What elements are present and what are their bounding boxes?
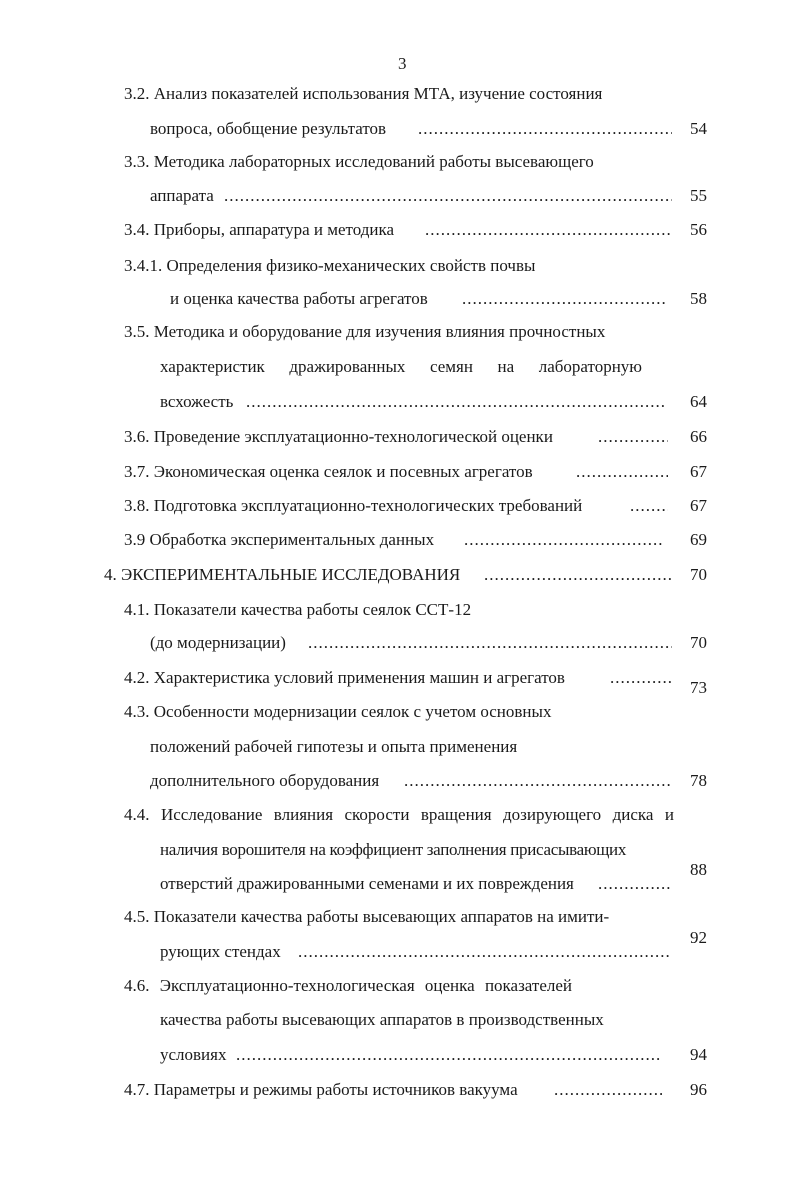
toc-entry-title-cont: рующих стендах [160, 942, 281, 961]
toc-entry-title-cont: (до модернизации) [150, 633, 286, 652]
dot-leader [576, 462, 668, 482]
toc-page-number: 96 [690, 1080, 707, 1099]
toc-entry-title: 3.5. Методика и оборудование для изучения влияния прочностных [124, 322, 606, 341]
toc-page-number: 70 [690, 565, 707, 584]
dot-leader [224, 186, 672, 206]
toc-page-number: 88 [690, 860, 707, 879]
dot-leader [308, 633, 672, 653]
toc-page-number: 55 [690, 186, 707, 205]
toc-entry-title-cont: характеристик дражированных семян на лабораторную [160, 357, 642, 376]
toc-page-number: 56 [690, 220, 707, 239]
toc-chapter-title: 4. ЭКСПЕРИМЕНТАЛЬНЫЕ ИССЛЕДОВАНИЯ [104, 565, 461, 584]
dot-leader [630, 496, 668, 516]
toc-entry-title: 3.6. Проведение эксплуатационно-технологической оценки [124, 427, 553, 446]
toc-entry-title: 3.4. Приборы, аппаратура и методика [124, 220, 395, 239]
dot-leader [464, 530, 662, 550]
toc-page-number: 69 [690, 530, 707, 549]
toc-entry-title: 3.8. Подготовка эксплуатационно-технологических требований [124, 496, 583, 515]
toc-entry-title: 3.3. Методика лабораторных исследований работы высевающего [124, 152, 594, 171]
toc-entry-title: 4.6. Эксплуатационно-технологическая оценка показателей [124, 976, 573, 995]
toc-entry-title-cont: качества работы высевающих аппаратов в производственных [160, 1010, 604, 1029]
dot-leader [598, 874, 670, 894]
toc-entry-title: 4.4. Исследование влияния скорости вращения дозирующего диска и [124, 805, 674, 824]
dot-leader [462, 289, 666, 309]
toc-entry-title-cont: положений рабочей гипотезы и опыта применения [150, 737, 518, 756]
dot-leader [418, 119, 672, 139]
page-number: 3 [398, 54, 407, 73]
dot-leader [236, 1045, 660, 1065]
toc-entry-title: 3.2. Анализ показателей использования МТА, изучение состояния [124, 84, 603, 103]
toc-page-number: 66 [690, 427, 707, 446]
dot-leader [554, 1080, 662, 1100]
toc-page-number: 54 [690, 119, 707, 138]
toc-entry-title: 3.7. Экономическая оценка сеялок и посевных агрегатов [124, 462, 533, 481]
dot-leader [298, 942, 670, 962]
toc-page-number: 64 [690, 392, 707, 411]
toc-entry-title: 4.7. Параметры и режимы работы источников вакуума [124, 1080, 518, 1099]
toc-entry-title: 3.9 Обработка экспериментальных данных [124, 530, 435, 549]
toc-entry-title: 4.5. Показатели качества работы высевающих аппаратов на имити- [124, 907, 610, 926]
toc-entry-title-cont: вопроса, обобщение результатов [150, 119, 387, 138]
toc-page-number: 94 [690, 1045, 707, 1064]
toc-page-number: 67 [690, 462, 707, 481]
toc-entry-title-cont: условиях [160, 1045, 227, 1064]
toc-entry-title: 4.1. Показатели качества работы сеялок ССТ-12 [124, 600, 472, 619]
toc-entry-title-cont: отверстий дражированными семенами и их повреждения [160, 874, 574, 893]
toc-page-number: 73 [690, 678, 707, 697]
toc-entry-title-cont: дополнительного оборудования [150, 771, 380, 790]
toc-entry-title-cont: наличия ворошителя на коэффициент заполнения присасывающих [160, 840, 627, 859]
toc-entry-title-cont: аппарата [150, 186, 214, 205]
toc-entry-title-cont: и оценка качества работы агрегатов [170, 289, 428, 308]
toc-page-number: 70 [690, 633, 707, 652]
toc-entry-title: 4.3. Особенности модернизации сеялок с учетом основных [124, 702, 552, 721]
dot-leader [484, 565, 672, 585]
toc-page-number: 92 [690, 928, 707, 947]
toc-page-number: 78 [690, 771, 707, 790]
toc-page-number: 58 [690, 289, 707, 308]
toc-entry-title: 3.4.1. Определения физико-механических свойств почвы [124, 256, 536, 275]
toc-page-number: 67 [690, 496, 707, 515]
dot-leader [404, 771, 672, 791]
dot-leader [246, 392, 666, 412]
dot-leader [425, 220, 672, 240]
toc-entry-title: 4.2. Характеристика условий применения машин и агрегатов [124, 668, 565, 687]
dot-leader [598, 427, 668, 447]
dot-leader [610, 668, 672, 688]
toc-entry-title-cont: всхожесть [160, 392, 234, 411]
